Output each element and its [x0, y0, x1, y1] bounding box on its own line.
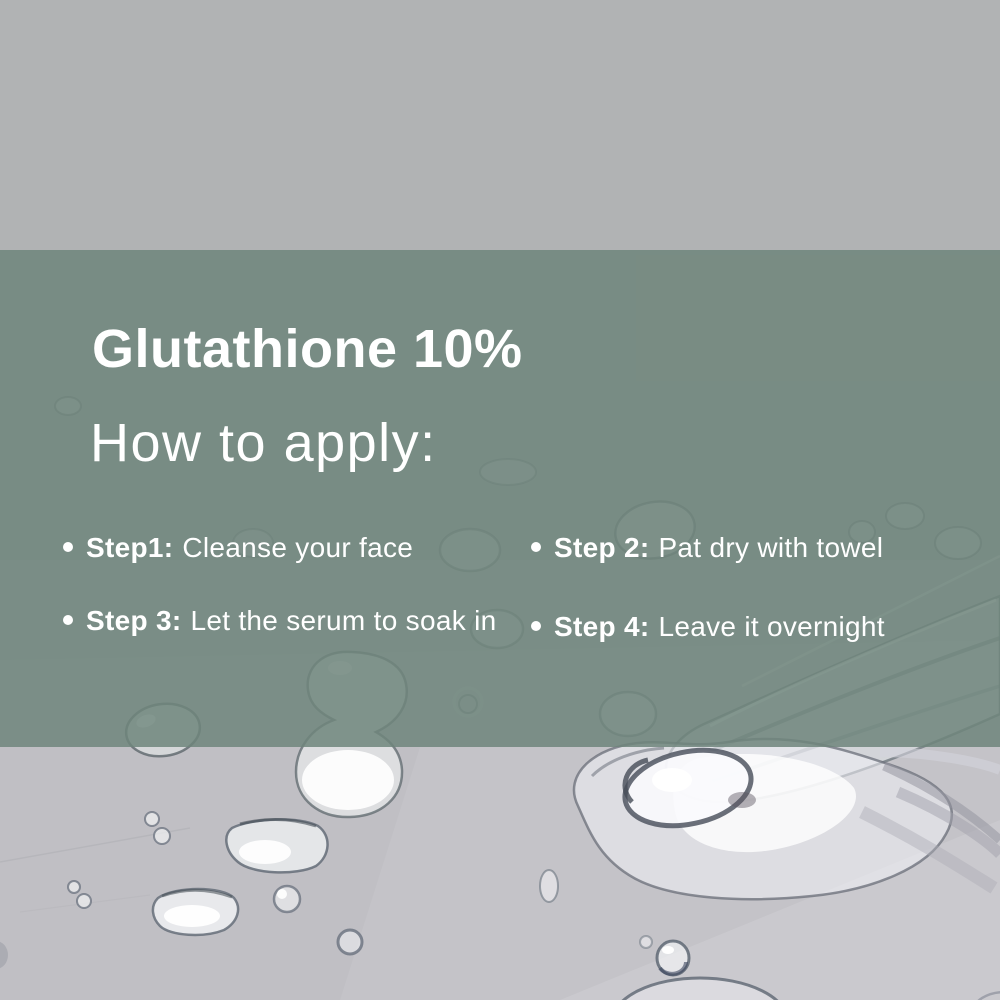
step-label: Step 2:: [554, 532, 650, 563]
step-text: Leave it overnight: [658, 611, 885, 643]
step-label: Step 3:: [86, 605, 182, 637]
bullet-dot: [531, 542, 541, 552]
step-item-2: [531, 532, 983, 564]
section-heading: How to apply:: [90, 413, 437, 473]
step-item-1: [63, 532, 531, 564]
step-text: Let the serum to soak in: [190, 605, 497, 637]
step-label: Step1:: [86, 532, 174, 563]
step-item-3: [63, 605, 531, 643]
bullet-dot: [531, 621, 541, 631]
step-label: Step 4:: [554, 611, 650, 643]
step-item-4: [531, 611, 983, 643]
green-overlay-panel: [0, 250, 1000, 747]
steps-list: [63, 532, 983, 643]
product-title: Glutathione 10%: [92, 319, 523, 379]
step-text: Cleanse your face: [182, 532, 414, 563]
bullet-dot: [63, 542, 73, 552]
step-text: Pat dry with towel: [658, 532, 884, 563]
bullet-dot: [63, 615, 73, 625]
